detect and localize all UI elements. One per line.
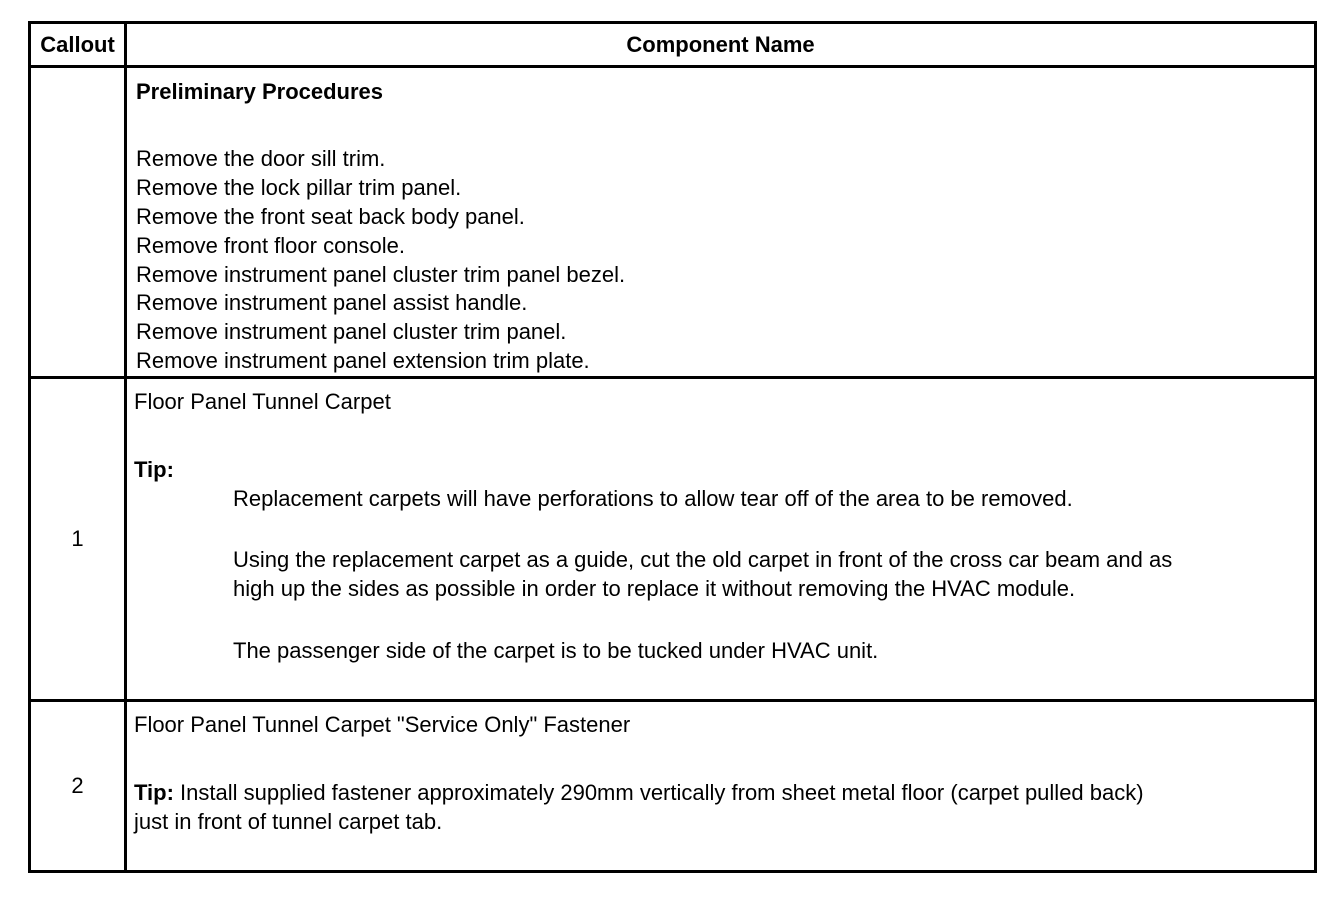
preliminary-step: Remove instrument panel cluster trim panel bezel. bbox=[136, 262, 626, 287]
tip-text: Using the replacement carpet as a guide, cut the old carpet in front of the cross car beam and as bbox=[233, 547, 1173, 572]
preliminary-step: Remove the door sill trim. bbox=[136, 146, 386, 171]
tip-label: Tip: bbox=[134, 457, 174, 482]
preliminary-cell bbox=[127, 68, 1314, 376]
preliminary-row bbox=[31, 68, 1314, 379]
component-cell bbox=[127, 379, 1314, 699]
tip-line bbox=[134, 778, 1144, 807]
header-component-name: Component Name bbox=[626, 31, 815, 57]
preliminary-step: Remove the front seat back body panel. bbox=[136, 204, 525, 229]
table-row-callout-1 bbox=[31, 379, 1314, 702]
preliminary-step: Remove instrument panel assist handle. bbox=[136, 290, 528, 315]
preliminary-title: Preliminary Procedures bbox=[136, 79, 384, 104]
callout-number: 1 bbox=[31, 379, 127, 699]
tip-text: Replacement carpets will have perforations to allow tear off of the area to be removed. bbox=[233, 486, 1073, 511]
header-callout: Callout bbox=[31, 24, 127, 65]
table-row-callout-2 bbox=[31, 702, 1314, 870]
tip-text: The passenger side of the carpet is to be tucked under HVAC unit. bbox=[233, 638, 879, 663]
tip-label: Tip: bbox=[134, 780, 174, 805]
component-name: Floor Panel Tunnel Carpet bbox=[134, 389, 391, 414]
component-table bbox=[28, 21, 1317, 873]
component-cell bbox=[127, 702, 1314, 870]
preliminary-step: Remove instrument panel cluster trim panel. bbox=[136, 319, 567, 344]
tip-text: just in front of tunnel carpet tab. bbox=[134, 809, 443, 834]
table-header-row bbox=[31, 24, 1314, 68]
preliminary-callout-cell bbox=[31, 68, 127, 376]
component-name: Floor Panel Tunnel Carpet "Service Only" Fastener bbox=[134, 712, 631, 737]
tip-text: high up the sides as possible in order to replace it without removing the HVAC module. bbox=[233, 576, 1076, 601]
preliminary-step: Remove front floor console. bbox=[136, 233, 406, 258]
callout-number: 2 bbox=[31, 702, 127, 870]
preliminary-step: Remove the lock pillar trim panel. bbox=[136, 175, 462, 200]
tip-text: Install supplied fastener approximately 290mm vertically from sheet metal floor (carpet pulled back) bbox=[173, 780, 1144, 805]
preliminary-step: Remove instrument panel extension trim plate. bbox=[136, 348, 590, 373]
